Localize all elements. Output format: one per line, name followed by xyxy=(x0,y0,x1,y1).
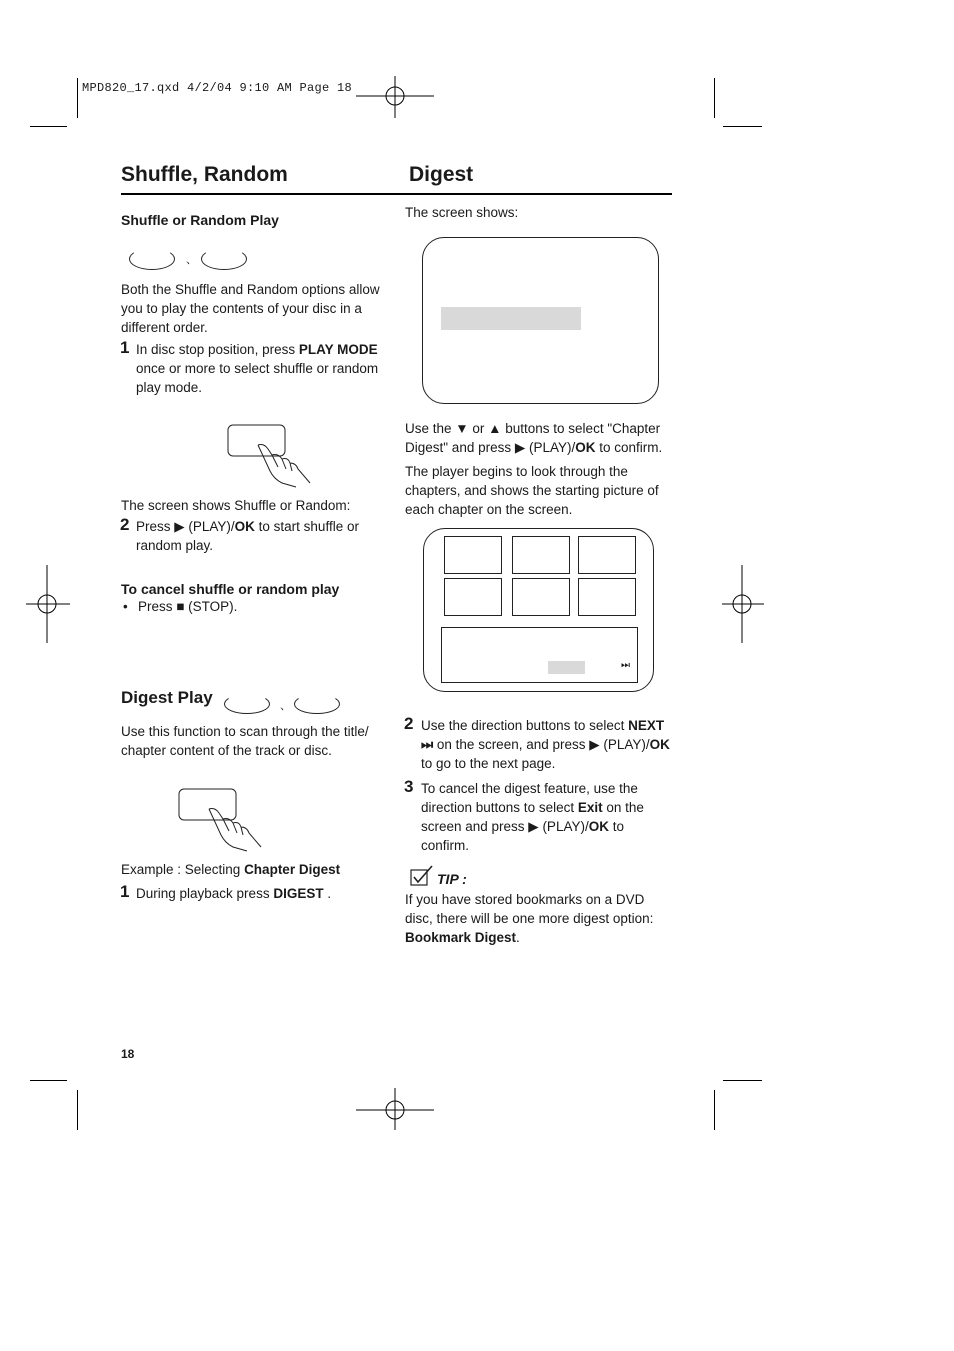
registration-mark-icon xyxy=(26,565,70,645)
instruction-text: to confirm. xyxy=(595,440,663,455)
button-outline-icon xyxy=(224,694,270,714)
step-text: During playback press xyxy=(136,886,274,901)
step-number: 3 xyxy=(404,777,414,796)
crop-mark xyxy=(714,1090,715,1130)
button-name: Exit xyxy=(577,800,603,815)
crop-mark xyxy=(723,126,762,127)
crop-mark xyxy=(714,78,715,118)
button-name: NEXT ⏭ xyxy=(421,718,665,752)
digest-play-heading: Digest Play xyxy=(121,688,213,707)
step-text: once or more to select shuffle or random play mode. xyxy=(136,361,379,395)
step-text: Press ▶ (PLAY)/ xyxy=(136,519,235,534)
cancel-heading: To cancel shuffle or random play xyxy=(121,581,340,597)
step-number: 1 xyxy=(120,882,130,901)
step-text: In disc stop position, press xyxy=(136,342,299,357)
registration-mark-icon xyxy=(722,565,766,645)
step-text: Use the direction buttons to select xyxy=(421,718,629,733)
shuffle-screen-shows: The screen shows Shuffle or Random: xyxy=(121,498,351,513)
step-number: 2 xyxy=(120,515,130,534)
digest-screen-shows: The screen shows: xyxy=(405,205,519,220)
digest-player-begins: The player begins to look through the chapters, and shows the starting picture of each chapter on the screen. xyxy=(405,464,659,517)
step-text: To cancel the digest feature, use the direction buttons to select xyxy=(421,781,638,815)
tip-text xyxy=(405,890,673,947)
chapter-thumbnail xyxy=(578,536,636,574)
crop-mark xyxy=(723,1080,762,1081)
button-name: PLAY MODE xyxy=(298,342,378,357)
cancel-item: Press ■ (STOP). xyxy=(138,599,238,614)
step-text: to start shuffle or random play. xyxy=(136,519,359,553)
tip-bold: Bookmark Digest xyxy=(405,930,517,945)
button-name: OK xyxy=(649,737,670,752)
hand-press-button-icon xyxy=(226,423,316,489)
digest-example xyxy=(121,860,340,879)
title-rule xyxy=(121,193,672,195)
digest-step-3 xyxy=(421,779,671,855)
screen-menu-illustration xyxy=(422,237,659,404)
button-name: DIGEST xyxy=(273,886,324,901)
digest-step-2 xyxy=(421,716,673,773)
tip-label: TIP : xyxy=(437,871,467,887)
chapter-thumbnail xyxy=(444,536,502,574)
step-number: 1 xyxy=(120,338,130,357)
shuffle-step-1 xyxy=(136,340,392,397)
separator-mark: 、 xyxy=(186,254,197,266)
print-header: MPD820_17.qxd 4/2/04 9:10 AM Page 18 xyxy=(82,81,353,95)
digest-play-step-1 xyxy=(136,884,331,903)
crop-mark xyxy=(77,78,78,118)
shuffle-heading: Shuffle or Random Play xyxy=(121,212,279,228)
step-text: to go to the next page. xyxy=(421,756,556,771)
digest-select-instruction xyxy=(405,419,671,457)
button-outline-icon xyxy=(201,248,247,270)
digest-play-intro: Use this function to scan through the title/ chapter content of the track or disc. xyxy=(121,724,369,758)
step-text: . xyxy=(323,886,332,901)
step-text: on the screen and press ▶ (PLAY)/ xyxy=(421,800,644,834)
chapter-thumbnail xyxy=(444,578,502,616)
control-highlight xyxy=(548,661,585,674)
registration-mark-icon xyxy=(356,76,436,118)
hand-press-button-icon xyxy=(177,787,267,853)
page-title-right: Digest xyxy=(409,163,474,186)
chapter-thumbnail xyxy=(512,578,570,616)
crop-mark xyxy=(30,126,67,127)
button-name: OK xyxy=(588,819,609,834)
button-outline-icon xyxy=(129,248,175,270)
step-number: 2 xyxy=(404,714,414,733)
shuffle-intro: Both the Shuffle and Random options allow you to play the contents of your disc in a different order. xyxy=(121,282,380,335)
crop-mark xyxy=(30,1080,67,1081)
chapter-thumbnail xyxy=(578,578,636,616)
button-name: OK xyxy=(234,519,255,534)
tip-check-icon xyxy=(409,864,435,888)
tip-body: If you have stored bookmarks on a DVD disc, there will be one more digest option: xyxy=(405,892,654,926)
screen-digest-illustration xyxy=(423,528,654,692)
button-name: OK xyxy=(575,440,596,455)
shuffle-step-2 xyxy=(136,517,394,555)
crop-mark xyxy=(77,1090,78,1130)
example-bold: Chapter Digest xyxy=(244,862,341,877)
digest-control-bar xyxy=(441,627,638,683)
step-text: on the screen, and press ▶ (PLAY)/ xyxy=(433,737,650,752)
separator-mark: 、 xyxy=(280,700,291,712)
next-icon: ⏭ xyxy=(621,660,630,671)
button-outline-icon xyxy=(294,694,340,714)
page-number: 18 xyxy=(121,1047,135,1061)
registration-mark-icon xyxy=(356,1088,436,1130)
step-text: to confirm. xyxy=(421,819,624,853)
tip-end: . xyxy=(516,930,520,945)
menu-highlight-bar xyxy=(441,307,581,330)
cancel-bullet: • xyxy=(123,599,128,614)
instruction-text: Use the ▼ or ▲ buttons to select "Chapter Digest" and press ▶ (PLAY)/ xyxy=(405,421,661,455)
page-title-left: Shuffle, Random xyxy=(121,163,288,186)
example-text: Example : Selecting xyxy=(121,862,245,877)
chapter-thumbnail xyxy=(512,536,570,574)
